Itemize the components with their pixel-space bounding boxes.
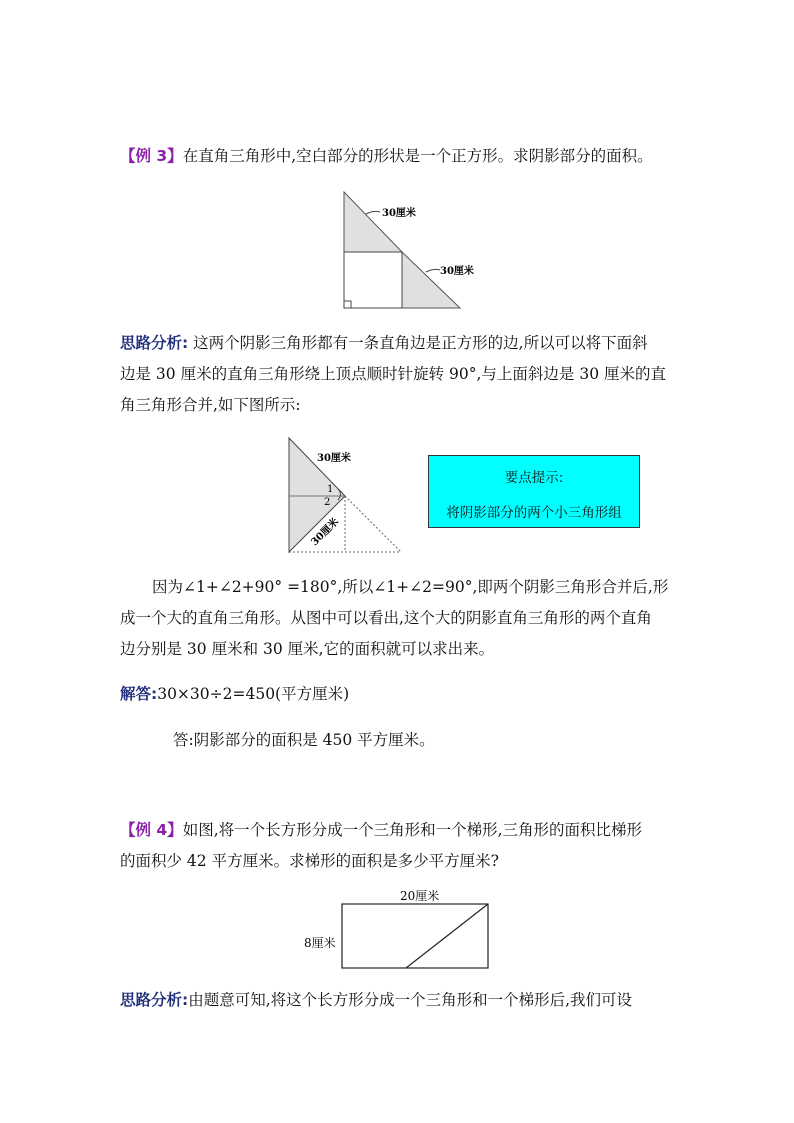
fig2-label-diag: 30厘米 <box>309 516 342 549</box>
example3-question <box>120 146 680 166</box>
key-point-box <box>428 455 640 528</box>
angle-2-label: 2 <box>324 497 331 508</box>
rectangle <box>342 904 488 968</box>
example4-question-line1 <box>120 820 680 840</box>
explanation-line3: 边分别是 30 厘米和 30 厘米,它的面积就可以求出来。 <box>120 640 495 658</box>
example3-tag: 【例 3】 <box>120 147 183 165</box>
example4-question-text1: 如图,将一个长方形分成一个三角形和一个梯形,三角形的面积比梯形 <box>182 821 643 839</box>
key-point-title: 要点提示: <box>504 470 564 486</box>
explanation-line2: 成一个大的直角三角形。从图中可以看出,这个大的阴影直角三角形的两个直角 <box>120 609 652 627</box>
height-label: 8厘米 <box>304 936 336 950</box>
angle-1-label: 1 <box>327 484 334 495</box>
fig1-label-top: 30厘米 <box>382 208 416 219</box>
answer-line <box>120 684 680 704</box>
analysis-text-1: 这两个阴影三角形都有一条直角边是正方形的边,所以可以将下面斜 <box>193 334 648 352</box>
final-answer: 答:阴影部分的面积是 450 平方厘米。 <box>173 731 435 749</box>
example3-rotated-figure <box>283 434 408 558</box>
example3-analysis-line2: 边是 30 厘米的直角三角形绕上顶点顺时针旋转 90°,与上面斜边是 30 厘米的直 <box>120 365 666 383</box>
fig1-label-bottom: 30厘米 <box>440 266 474 277</box>
fig2-label-top: 30厘米 <box>317 453 351 464</box>
example4-analysis-line1 <box>120 990 680 1010</box>
example4-rectangle-figure <box>300 886 500 976</box>
width-label: 20厘米 <box>400 889 440 903</box>
dotted-hypotenuse <box>345 496 401 552</box>
example3-analysis-line3: 角三角形合并,如下图所示: <box>120 396 301 414</box>
analysis-heading: 思路分析: <box>120 334 189 352</box>
example3-figure <box>330 188 490 313</box>
shaded-triangle-bottom <box>402 252 460 308</box>
dim-curve-top <box>366 211 380 214</box>
example4-tag: 【例 4】 <box>120 821 183 839</box>
example4-analysis-text: 由题意可知,将这个长方形分成一个三角形和一个梯形后,我们可设 <box>188 991 633 1009</box>
explanation-line1: 因为∠1+∠2+90° =180°,所以∠1+∠2=90°,即两个阴影三角形合并后,形 <box>152 578 669 596</box>
answer-formula: 30×30÷2=450(平方厘米) <box>157 685 350 703</box>
white-square <box>344 252 402 308</box>
example4-question-line2: 的面积少 42 平方厘米。求梯形的面积是多少平方厘米? <box>120 852 499 870</box>
key-point-text: 将阴影部分的两个小三角形组 <box>446 505 622 521</box>
example3-analysis-line1 <box>120 333 680 353</box>
example4-analysis-heading: 思路分析: <box>120 991 189 1009</box>
shaded-triangle-top <box>344 192 402 252</box>
dim-curve-bottom <box>426 269 440 272</box>
example3-question-text: 在直角三角形中,空白部分的形状是一个正方形。求阴影部分的面积。 <box>182 147 653 165</box>
answer-heading: 解答: <box>120 685 158 703</box>
